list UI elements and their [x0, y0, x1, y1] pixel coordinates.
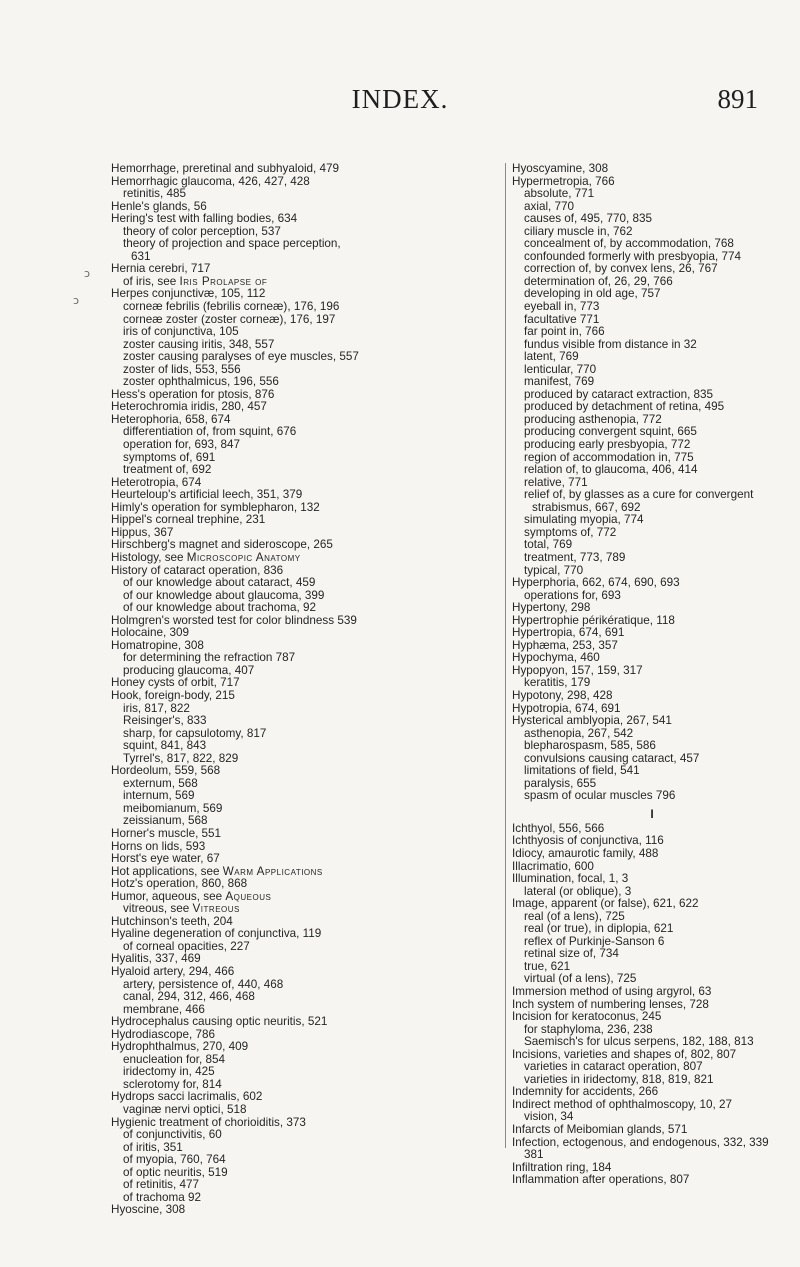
index-subentry: theory of color perception, 537 [123, 224, 281, 238]
index-subentry: for staphyloma, 236, 238 [524, 1022, 653, 1036]
index-subentry: of corneal opacities, 227 [123, 939, 250, 953]
index-subentry: Reisinger's, 833 [123, 714, 207, 728]
index-subentry: producing glaucoma, 407 [123, 663, 255, 677]
page-header [0, 84, 800, 124]
index-subentry: meibomianum, 569 [123, 801, 223, 815]
index-entry: Hyphæma, 253, 357 [512, 638, 618, 652]
index-subentry: confounded formerly with presbyopia, 774 [524, 249, 741, 263]
index-subentry: of trachoma 92 [123, 1190, 201, 1204]
index-entry: Inflammation after operations, 807 [512, 1173, 690, 1187]
index-subentry: 381 [524, 1148, 544, 1162]
index-subentry: squint, 841, 843 [123, 739, 207, 753]
index-entry: Horner's muscle, 551 [111, 826, 222, 840]
index-entry: Hotz's operation, 860, 868 [111, 877, 248, 891]
index-subentry: latent, 769 [524, 350, 579, 364]
index-entry: History of cataract operation, 836 [111, 563, 284, 577]
index-subentry: determination of, 26, 29, 766 [524, 274, 673, 288]
index-entry: Hemorrhagic glaucoma, 426, 427, 428 [111, 174, 310, 188]
page-number: 891 [717, 84, 758, 114]
index-subentry: reflex of Purkinje-Sanson 6 [524, 934, 665, 948]
index-subentry: zoster causing paralyses of eye muscles, 557 [123, 350, 359, 364]
index-entry: Hyaloid artery, 294, 466 [111, 965, 235, 978]
index-subentry: of retinitis, 477 [123, 1178, 200, 1192]
index-entry: Infiltration ring, 184 [512, 1160, 612, 1174]
index-subentry: zoster causing iritis, 348, 557 [123, 337, 275, 351]
index-subentry: varieties in iridectomy, 818, 819, 821 [524, 1072, 714, 1086]
index-subentry: vision, 34 [524, 1110, 574, 1124]
index-subentry: retinal size of, 734 [524, 947, 619, 961]
index-entry: Ichthyol, 556, 566 [512, 821, 605, 835]
index-entry: Indemnity for accidents, 266 [512, 1085, 659, 1099]
index-entry: Hyoscyamine, 308 [512, 162, 609, 175]
index-entry: Hydrops sacci lacrimalis, 602 [111, 1090, 263, 1104]
index-subentry: total, 769 [524, 538, 573, 552]
index-subentry: ciliary muscle in, 762 [524, 224, 633, 238]
index-entry: Hyoscine, 308 [111, 1203, 186, 1217]
index-entry: Hypertony, 298 [512, 601, 591, 615]
index-subentry: corneæ zoster (zoster corneæ), 176, 197 [123, 312, 336, 326]
index-subentry: strabismus, 667, 692 [532, 500, 641, 514]
index-subentry: causes of, 495, 770, 835 [524, 212, 653, 226]
index-entry: Hutchinson's teeth, 204 [111, 914, 233, 928]
section-letter: I [650, 806, 654, 821]
index-entry: Hess's operation for ptosis, 876 [111, 387, 275, 401]
index-subentry: true, 621 [524, 959, 571, 973]
index-subentry: Tyrrel's, 817, 822, 829 [123, 751, 239, 765]
index-entry: Himly's operation for symblepharon, 132 [111, 500, 320, 514]
index-entry: Idiocy, amaurotic family, 488 [512, 846, 659, 860]
index-subentry: lenticular, 770 [524, 362, 597, 376]
index-entry: Illacrimatio, 600 [512, 859, 594, 873]
index-subentry: relation of, to glaucoma, 406, 414 [524, 463, 698, 477]
index-subentry: internum, 569 [123, 789, 195, 803]
index-subentry: producing convergent squint, 665 [524, 425, 697, 439]
index-subentry: iris of conjunctiva, 105 [123, 325, 239, 339]
index-subentry: zeissianum, 568 [123, 814, 208, 828]
index-subentry: iris, 817, 822 [123, 701, 190, 715]
index-entry: Herpes conjunctivæ, 105, 112 [111, 287, 266, 301]
index-subentry: vaginæ nervi optici, 518 [123, 1103, 247, 1117]
index-entry: Hydrocephalus causing optic neuritis, 521 [111, 1015, 328, 1029]
index-subentry: of iritis, 351 [123, 1140, 183, 1154]
index-subentry: symptoms of, 691 [123, 450, 216, 464]
index-entry: Incision for keratoconus, 245 [512, 1010, 662, 1024]
index-entry: Hippel's corneal trephine, 231 [111, 513, 266, 527]
index-subentry: manifest, 769 [524, 375, 595, 389]
index-entry: Honey cysts of orbit, 717 [111, 676, 240, 690]
index-subentry: symptoms of, 772 [524, 525, 617, 539]
index-subentry: varieties in cataract operation, 807 [524, 1060, 703, 1074]
index-subentry: lateral (or oblique), 3 [524, 884, 632, 898]
index-entry: Hypermetropia, 766 [512, 174, 615, 188]
index-entry: Inch system of numbering lenses, 728 [512, 997, 709, 1011]
index-entry: Hot applications, see Warm Applications [111, 864, 323, 878]
index-entry: Immersion method of using argyrol, 63 [512, 985, 712, 998]
index-subentry: of myopia, 760, 764 [123, 1153, 226, 1167]
index-subentry: sharp, for capsulotomy, 817 [123, 726, 267, 740]
index-subentry: limitations of field, 541 [524, 764, 640, 778]
index-entry: Henle's glands, 56 [111, 199, 207, 213]
index-entry: Hygienic treatment of chorioiditis, 373 [111, 1115, 306, 1129]
index-entry: Hypotony, 298, 428 [512, 688, 613, 702]
index-entry: Humor, aqueous, see Aqueous [111, 889, 272, 903]
index-subentry: fundus visible from distance in 32 [524, 337, 697, 351]
index-subentry: membrane, 466 [123, 1002, 205, 1016]
index-subentry: operations for, 693 [524, 588, 621, 602]
index-entry: Horns on lids, 593 [111, 839, 206, 853]
index-entry: Hypopyon, 157, 159, 317 [512, 663, 643, 677]
index-subentry: artery, persistence of, 440, 468 [123, 977, 284, 991]
index-entry: Homatropine, 308 [111, 638, 204, 652]
index-subentry: producing asthenopia, 772 [524, 412, 662, 426]
index-subentry: differentiation of, from squint, 676 [123, 425, 297, 439]
index-entry: Heterochromia iridis, 280, 457 [111, 400, 267, 414]
index-subentry: eyeball in, 773 [524, 300, 600, 314]
index-subentry: absolute, 771 [524, 187, 595, 201]
index-entry: Ichthyosis of conjunctiva, 116 [512, 834, 664, 848]
index-column-right [512, 163, 792, 1187]
index-entry: Horst's eye water, 67 [111, 852, 220, 866]
index-entry: Hyaline degeneration of conjunctiva, 119 [111, 927, 322, 941]
index-entry: Hordeolum, 559, 568 [111, 764, 221, 778]
index-subentry: treatment, 773, 789 [524, 550, 626, 564]
index-subentry: operation for, 693, 847 [123, 438, 240, 452]
index-subentry: real (of a lens), 725 [524, 909, 625, 923]
index-entry: Infection, ectogenous, and endogenous, 332, 339 [512, 1135, 769, 1149]
index-subentry: zoster of lids, 553, 556 [123, 362, 241, 376]
index-subentry: theory of projection and space perception, [123, 237, 341, 251]
index-subentry: of our knowledge about trachoma, 92 [123, 601, 316, 615]
index-subentry: corneæ febrilis (febrilis corneæ), 176, 196 [123, 300, 340, 314]
index-subentry: vitreous, see Vitreous [123, 902, 240, 916]
index-entry: Infarcts of Meibomian glands, 571 [512, 1123, 688, 1137]
index-subentry: Saemisch's for ulcus serpens, 182, 188, 813 [524, 1035, 754, 1049]
index-subentry: real (or true), in diplopia, 621 [524, 922, 674, 936]
index-subentry: sclerotomy for, 814 [123, 1077, 222, 1091]
index-subentry: virtual (of a lens), 725 [524, 972, 637, 986]
index-subentry: concealment of, by accommodation, 768 [524, 237, 734, 251]
index-subentry: produced by detachment of retina, 495 [524, 400, 725, 414]
index-entry: Illumination, focal, 1, 3 [512, 872, 629, 886]
index-subentry: correction of, by convex lens, 26, 767 [524, 262, 718, 276]
index-entry: Hippus, 367 [111, 525, 174, 539]
index-entry: Heterotropia, 674 [111, 475, 202, 489]
index-subentry: region of accommodation in, 775 [524, 450, 694, 464]
index-entry: Hypotropia, 674, 691 [512, 701, 621, 715]
index-entry: Hook, foreign-body, 215 [111, 688, 235, 702]
index-subentry: paralysis, 655 [524, 776, 597, 790]
index-subentry: of optic neuritis, 519 [123, 1165, 228, 1179]
index-subentry: simulating myopia, 774 [524, 513, 644, 527]
index-subentry: 631 [131, 249, 151, 263]
index-subentry: keratitis, 179 [524, 676, 591, 690]
index-subentry: treatment of, 692 [123, 463, 212, 477]
index-entry: Image, apparent (or false), 621, 622 [512, 897, 699, 911]
index-subentry: typical, 770 [524, 563, 584, 577]
page-title: INDEX. [351, 84, 449, 114]
index-subentry: far point in, 766 [524, 325, 605, 339]
index-entry: Hydrophthalmus, 270, 409 [111, 1040, 249, 1054]
index-subentry: spasm of ocular muscles 796 [524, 789, 676, 803]
index-subentry: zoster ophthalmicus, 196, 556 [123, 375, 279, 389]
column-divider [505, 163, 506, 1148]
index-subentry: facultative 771 [524, 312, 600, 326]
index-subentry: for determining the refraction 787 [123, 651, 296, 665]
index-entry: Hysterical amblyopia, 267, 541 [512, 714, 672, 728]
index-entry: Hemorrhage, preretinal and subhyaloid, 479 [111, 162, 340, 175]
index-subentry: blepharospasm, 585, 586 [524, 739, 656, 753]
margin-mark: ↄ [84, 267, 91, 280]
index-entry: Hypertropia, 674, 691 [512, 626, 625, 640]
index-subentry: convulsions causing cataract, 457 [524, 751, 700, 765]
index-entry: Heurteloup's artificial leech, 351, 379 [111, 488, 303, 502]
index-entry: Hyalitis, 337, 469 [111, 952, 201, 966]
index-entry: Hyperphoria, 662, 674, 690, 693 [512, 576, 680, 590]
index-subentry: relief of, by glasses as a cure for convergent [524, 488, 754, 502]
index-subentry: enucleation for, 854 [123, 1052, 226, 1066]
index-entry: Incisions, varieties and shapes of, 802, 807 [512, 1047, 737, 1061]
index-entry: Holocaine, 309 [111, 626, 189, 640]
index-subentry: of conjunctivitis, 60 [123, 1128, 222, 1142]
index-entry: Hirschberg's magnet and sideroscope, 265 [111, 538, 333, 552]
index-entry: Hering's test with falling bodies, 634 [111, 212, 298, 226]
index-subentry: canal, 294, 312, 466, 468 [123, 990, 255, 1004]
index-entry: Indirect method of ophthalmoscopy, 10, 27 [512, 1097, 733, 1111]
index-subentry: iridectomy in, 425 [123, 1065, 215, 1079]
index-entry: Heterophoria, 658, 674 [111, 412, 231, 426]
index-entry: Holmgren's worsted test for color blindness 539 [111, 613, 357, 627]
index-subentry: producing early presbyopia, 772 [524, 438, 691, 452]
index-subentry: of our knowledge about glaucoma, 399 [123, 588, 325, 602]
index-subentry: developing in old age, 757 [524, 287, 661, 301]
index-subentry: produced by cataract extraction, 835 [524, 387, 714, 401]
index-entry: Hydrodiascope, 786 [111, 1027, 215, 1041]
index-subentry: relative, 771 [524, 475, 588, 489]
index-subentry: of our knowledge about cataract, 459 [123, 576, 316, 590]
index-entry: Hypertrophie périkératique, 118 [512, 613, 675, 627]
index-entry: Hernia cerebri, 717 [111, 262, 211, 276]
index-entry: Hypochyma, 460 [512, 651, 600, 665]
index-subentry: of iris, see Iris Prolapse of [123, 274, 268, 288]
index-column-left [111, 163, 501, 1217]
index-entry: Histology, see Microscopic Anatomy [111, 550, 301, 564]
index-subentry: asthenopia, 267, 542 [524, 726, 634, 740]
index-subentry: axial, 770 [524, 199, 575, 213]
index-subentry: retinitis, 485 [123, 187, 187, 201]
index-subentry: externum, 568 [123, 776, 198, 790]
margin-mark: ↄ [73, 294, 80, 307]
